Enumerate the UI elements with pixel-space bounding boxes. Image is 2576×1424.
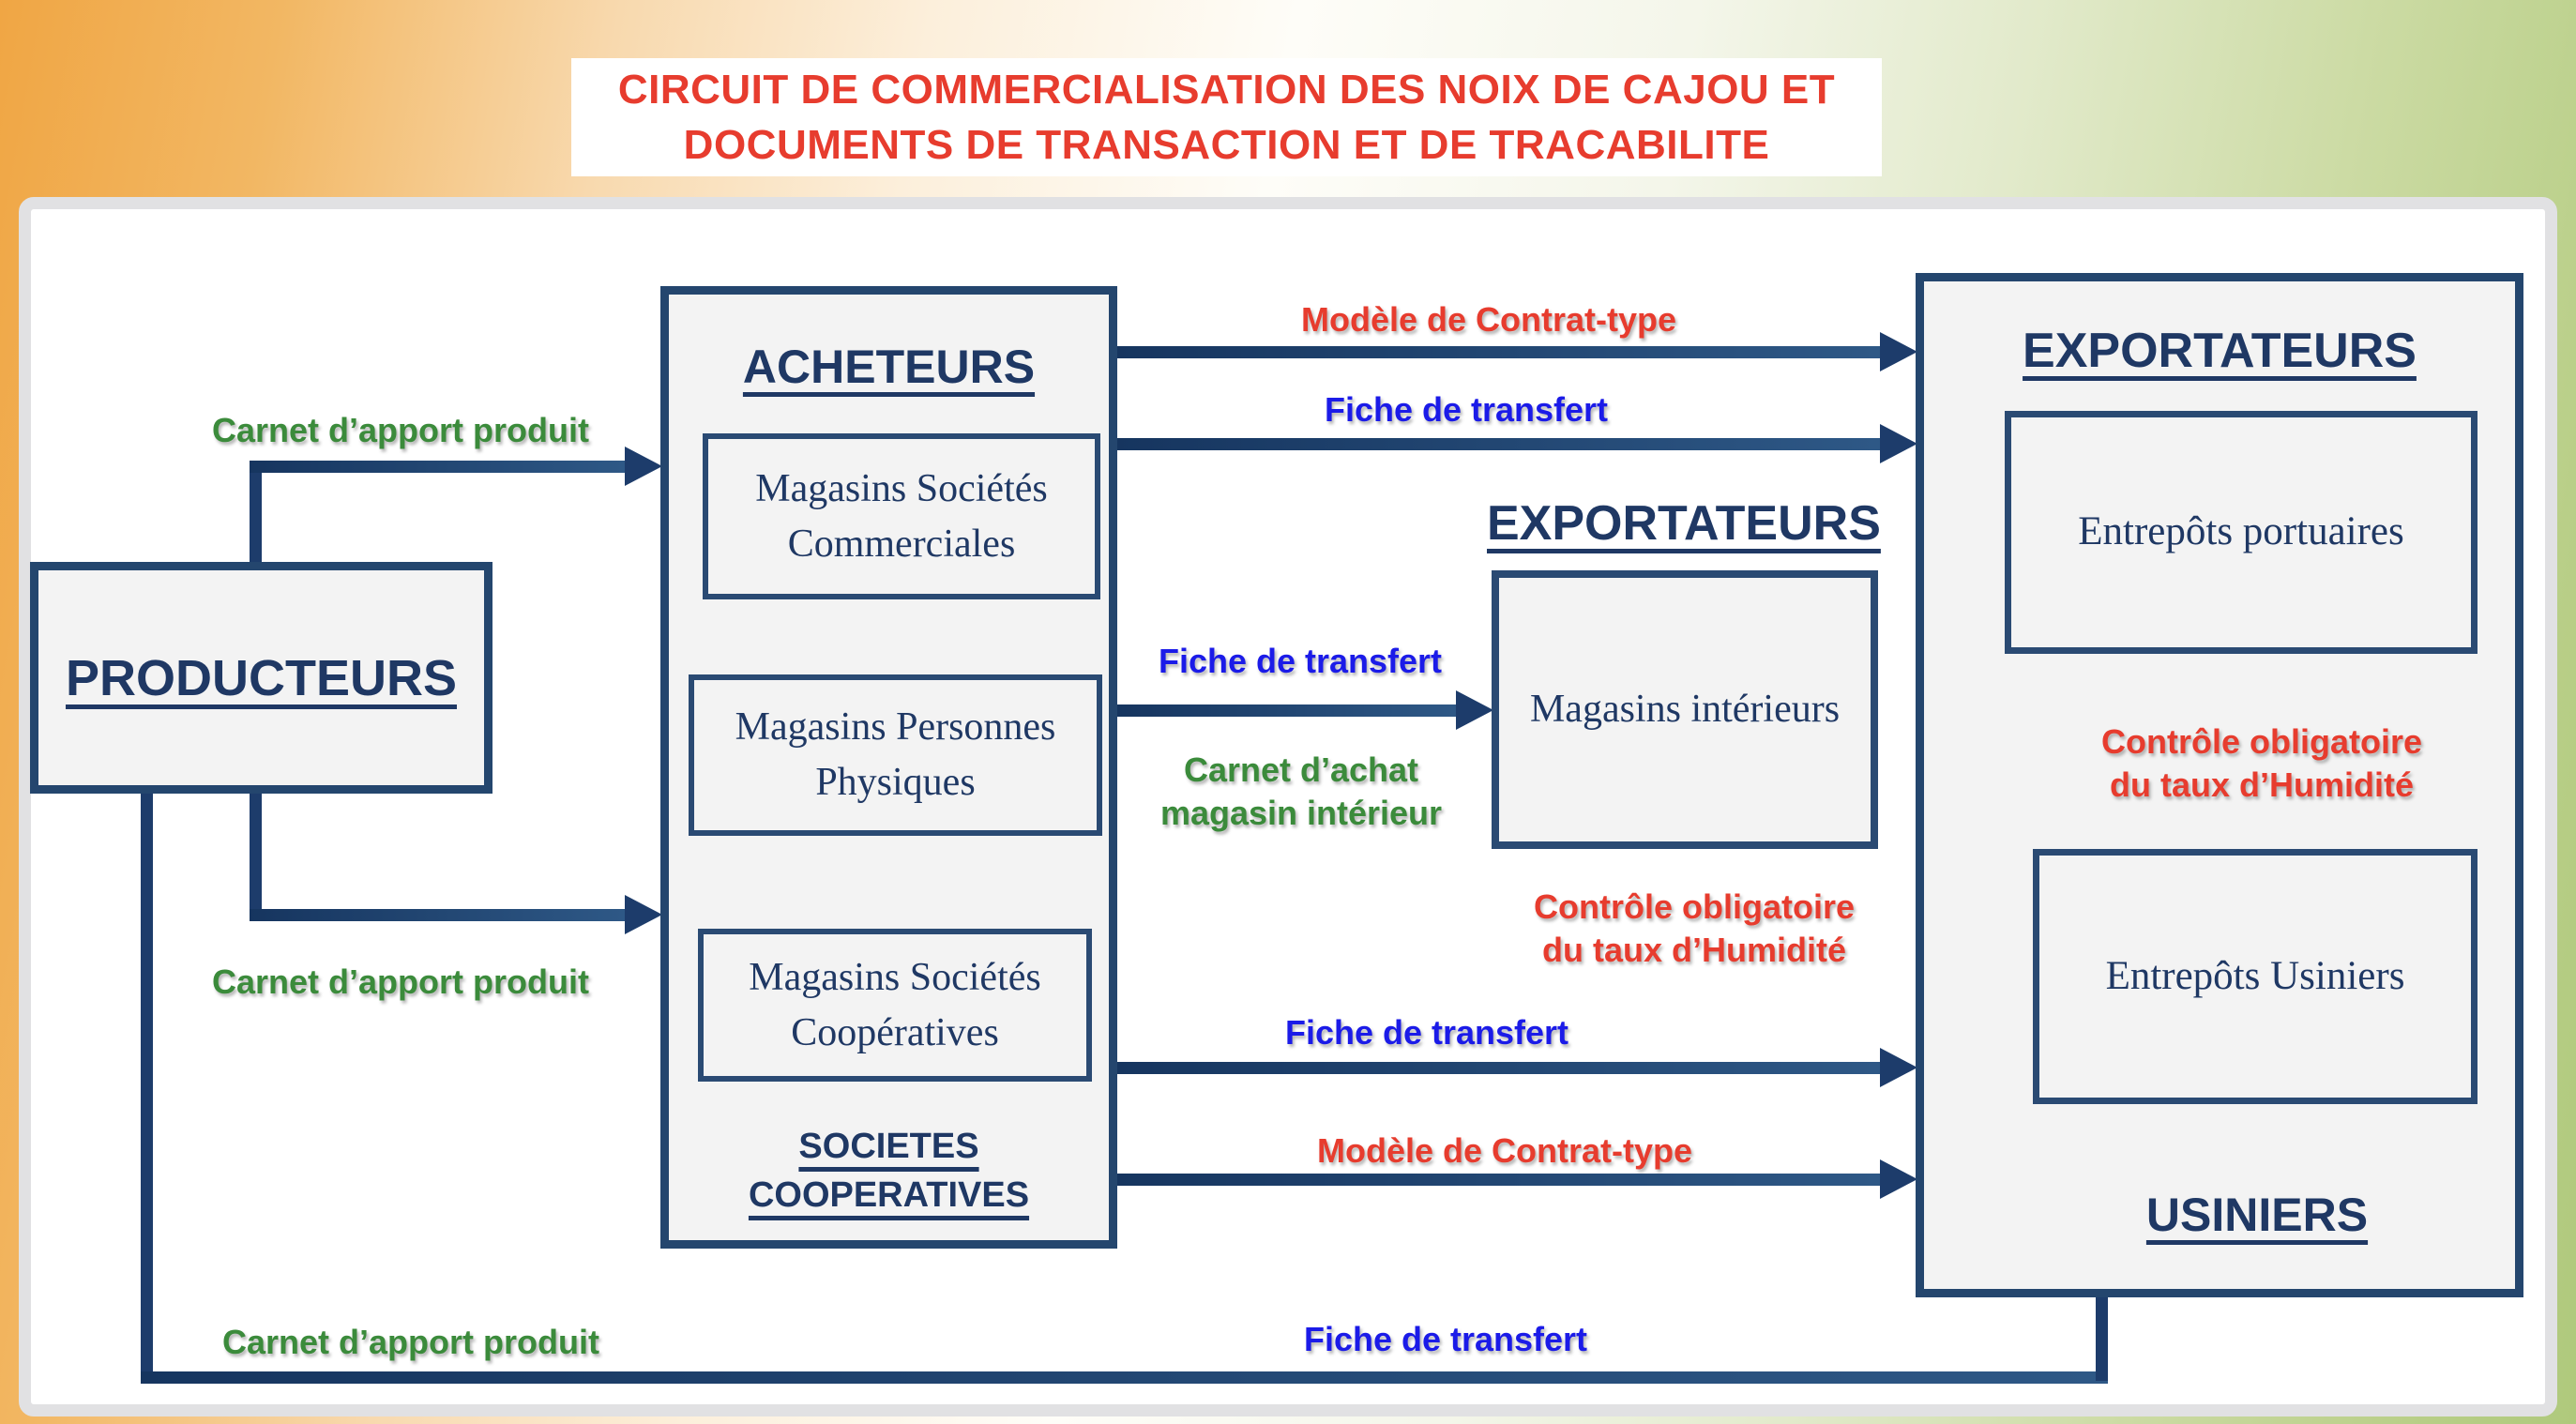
label-modele-contrat-top: Modèle de Contrat-type: [1300, 300, 1677, 339]
magasins-personnes-physiques-box: [689, 674, 1102, 836]
label-carnet-apport-bottom: Carnet d’apport produit: [222, 1323, 599, 1361]
controle-mid-line2: du taux d’Humidité: [1542, 931, 1846, 969]
title-card: [571, 58, 1882, 176]
label-fiche-transfert-lower: Fiche de transfert: [1284, 1013, 1569, 1052]
label-fiche-transfert-mid: Fiche de transfert: [1158, 642, 1443, 680]
connector-fiche-mid: [1117, 704, 1456, 717]
magasins-societes-commerciales-label: Magasins Sociétés Commerciales: [755, 466, 1048, 566]
acheteurs-heading: ACHETEURS: [742, 341, 1036, 393]
controle-humidite-right: [2008, 720, 2515, 807]
connector-contrat-bottom: [1117, 1174, 1880, 1186]
label-carnet-achat: [1160, 749, 1442, 835]
arrowhead-fiche-lower: [1880, 1048, 1917, 1087]
magasins-societes-commerciales-box: [703, 433, 1100, 599]
magasins-societes-cooperatives-box: [698, 929, 1092, 1082]
societes-cooperatives-line2: COOPERATIVES: [748, 1175, 1030, 1215]
exportateurs-container: [1916, 273, 2523, 1297]
societes-cooperatives-line1: SOCIETES: [798, 1127, 979, 1166]
page-title-line1: CIRCUIT DE COMMERCIALISATION DES NOIX DE CAJOU ET: [617, 67, 1836, 113]
label-carnet-apport-mid: Carnet d’apport produit: [212, 962, 589, 1001]
arrowhead-contrat-bottom: [1880, 1159, 1917, 1199]
magasins-interieurs-box: [1492, 570, 1878, 849]
societes-cooperatives-footer: [669, 1122, 1109, 1219]
connector-producers-top-vertical: [250, 466, 262, 569]
controle-mid-line1: Contrôle obligatoire: [1534, 887, 1855, 926]
arrowhead-producers-mid: [625, 895, 662, 934]
connector-fiche-top: [1117, 438, 1880, 450]
usiniers-heading: USINIERS: [2145, 1189, 2369, 1241]
entrepots-usiniers-box: [2033, 849, 2478, 1104]
connector-bottom-horizontal: [141, 1371, 2108, 1384]
connector-producers-mid-vertical: [250, 794, 262, 921]
entrepots-portuaires-label: Entrepôts portuaires: [2078, 509, 2404, 554]
entrepots-usiniers-label: Entrepôts Usiniers: [2105, 953, 2405, 998]
entrepots-portuaires-box: [2005, 411, 2478, 654]
label-carnet-apport-top: Carnet d’apport produit: [212, 411, 589, 449]
controle-right-line1: Contrôle obligatoire: [2101, 722, 2422, 761]
connector-contrat-top: [1117, 346, 1880, 358]
arrowhead-contrat-top: [1880, 332, 1917, 371]
label-modele-contrat-bottom: Modèle de Contrat-type: [1316, 1131, 1693, 1170]
acheteurs-container: [660, 286, 1117, 1249]
exportateurs-mid-heading: EXPORTATEURS: [1487, 496, 1881, 551]
connector-producers-top-horizontal: [250, 461, 625, 473]
magasins-societes-cooperatives-label: Magasins Sociétés Coopératives: [749, 955, 1041, 1054]
arrowhead-producers-top: [625, 447, 662, 486]
page-title-line2: DOCUMENTS DE TRANSACTION ET DE TRACABILITE: [683, 122, 1770, 168]
connector-bottom-left-vertical: [141, 794, 153, 1384]
label-carnet-achat-line2: magasin intérieur: [1159, 794, 1443, 832]
arrowhead-fiche-top: [1880, 424, 1917, 463]
exportateurs-right-heading: EXPORTATEURS: [2023, 324, 2417, 378]
label-controle-humidite-mid: [1534, 886, 1855, 972]
label-fiche-transfert-bottom: Fiche de transfert: [1303, 1320, 1588, 1358]
magasins-personnes-physiques-label: Magasins Personnes Physiques: [735, 705, 1056, 804]
producteurs-box: [30, 562, 492, 794]
arrowhead-fiche-mid: [1456, 690, 1493, 730]
connector-producers-mid-horizontal: [250, 909, 625, 921]
connector-fiche-lower: [1117, 1062, 1880, 1074]
label-fiche-transfert-top: Fiche de transfert: [1324, 390, 1609, 429]
label-carnet-achat-line1: Carnet d’achat: [1183, 750, 1419, 789]
magasins-interieurs-label: Magasins intérieurs: [1529, 688, 1841, 732]
producteurs-label: PRODUCTEURS: [65, 649, 458, 706]
controle-right-line2: du taux d’Humidité: [2110, 765, 2414, 804]
